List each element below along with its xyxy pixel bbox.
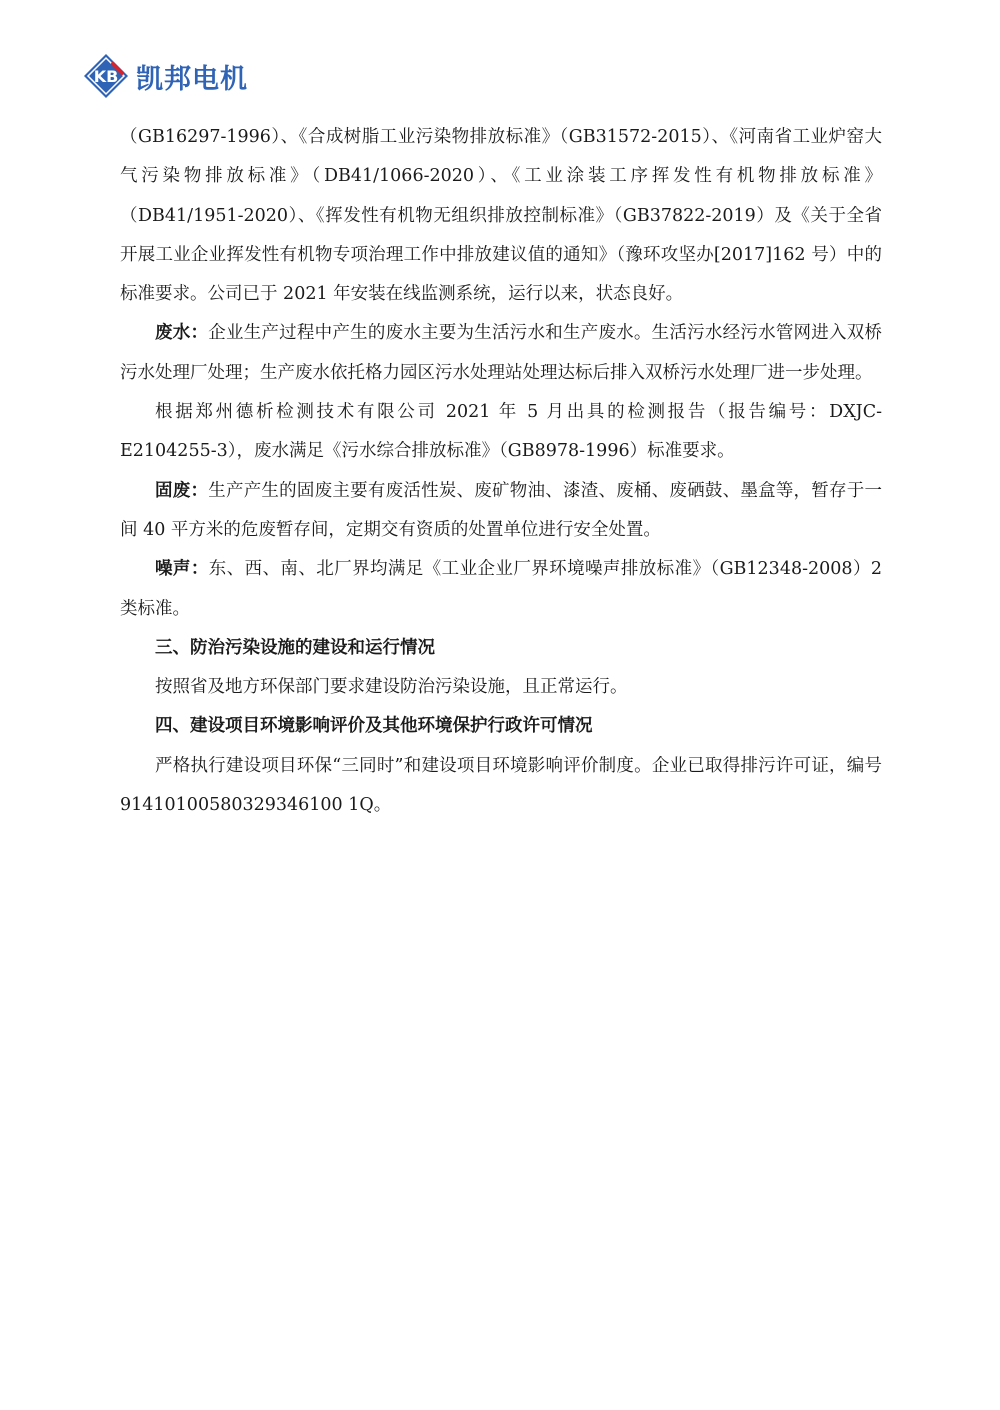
company-logo-icon — [82, 52, 130, 100]
page-header — [82, 52, 248, 100]
paragraph-section-4: 严格执行建设项目环保“三同时”和建设项目环境影响评价制度。企业已取得排污许可证，编号 91410100580329346100 1Q。 — [120, 755, 882, 816]
paragraph-test-report: 根据郑州德析检测技术有限公司 2021 年 5 月出具的检测报告（报告编号：DXJC-E2104255-3），废水满足《污水综合排放标准》（GB8978-1996）标准要求。 — [120, 402, 882, 462]
wastewater-label: 废水： — [155, 323, 209, 344]
document-body — [120, 118, 882, 825]
section-heading-4: 四、建设项目环境影响评价及其他环境保护行政许可情况 — [155, 716, 593, 737]
paragraph-wastewater — [120, 314, 882, 393]
solid-waste-label: 固废： — [155, 480, 209, 501]
svg-text:KB: KB — [93, 67, 119, 86]
paragraph-standards: （GB16297-1996）、《合成树脂工业污染物排放标准》（GB31572-2015）、《河南省工业炉窑大气污染物排放标准》（DB41/1066-2020）、《工业涂装工序挥发性有机物排放标准》（DB41/1951-2020）、《挥发性有机物无组织排放控制标准》（GB37822-2019）及《关于全省开展工业企业挥发性有机物专项治理工作中排放建议值的通知》（豫环攻坚办[2017]162 号）中的标准要求。公司已于 2021 年安装在线监测系统，运行以来，状态良好。 — [120, 127, 882, 305]
wastewater-text: 企业生产过程中产生的废水主要为生活污水和生产废水。生活污水经污水管网进入双桥污水处理厂处理；生产废水依托格力园区污水处理站处理达标后排入双桥污水处理厂进一步处理。 — [120, 323, 883, 383]
paragraph-noise — [120, 550, 882, 629]
paragraph-section-3: 按照省及地方环保部门要求建设防治污染设施，且正常运行。 — [155, 677, 628, 698]
noise-text: 东、西、南、北厂界均满足《工业企业厂界环境噪声排放标准》（GB12348-2008）2 类标准。 — [120, 559, 882, 619]
paragraph-solid-waste — [120, 472, 882, 551]
company-name: 凯邦电机 — [136, 63, 248, 95]
solid-waste-text: 生产产生的固废主要有废活性炭、废矿物油、漆渣、废桶、废硒鼓、墨盒等，暂存于一间 40 平方米的危废暂存间，定期交有资质的处置单位进行安全处置。 — [120, 480, 883, 540]
section-heading-3: 三、防治污染设施的建设和运行情况 — [155, 637, 435, 658]
noise-label: 噪声： — [155, 559, 209, 580]
